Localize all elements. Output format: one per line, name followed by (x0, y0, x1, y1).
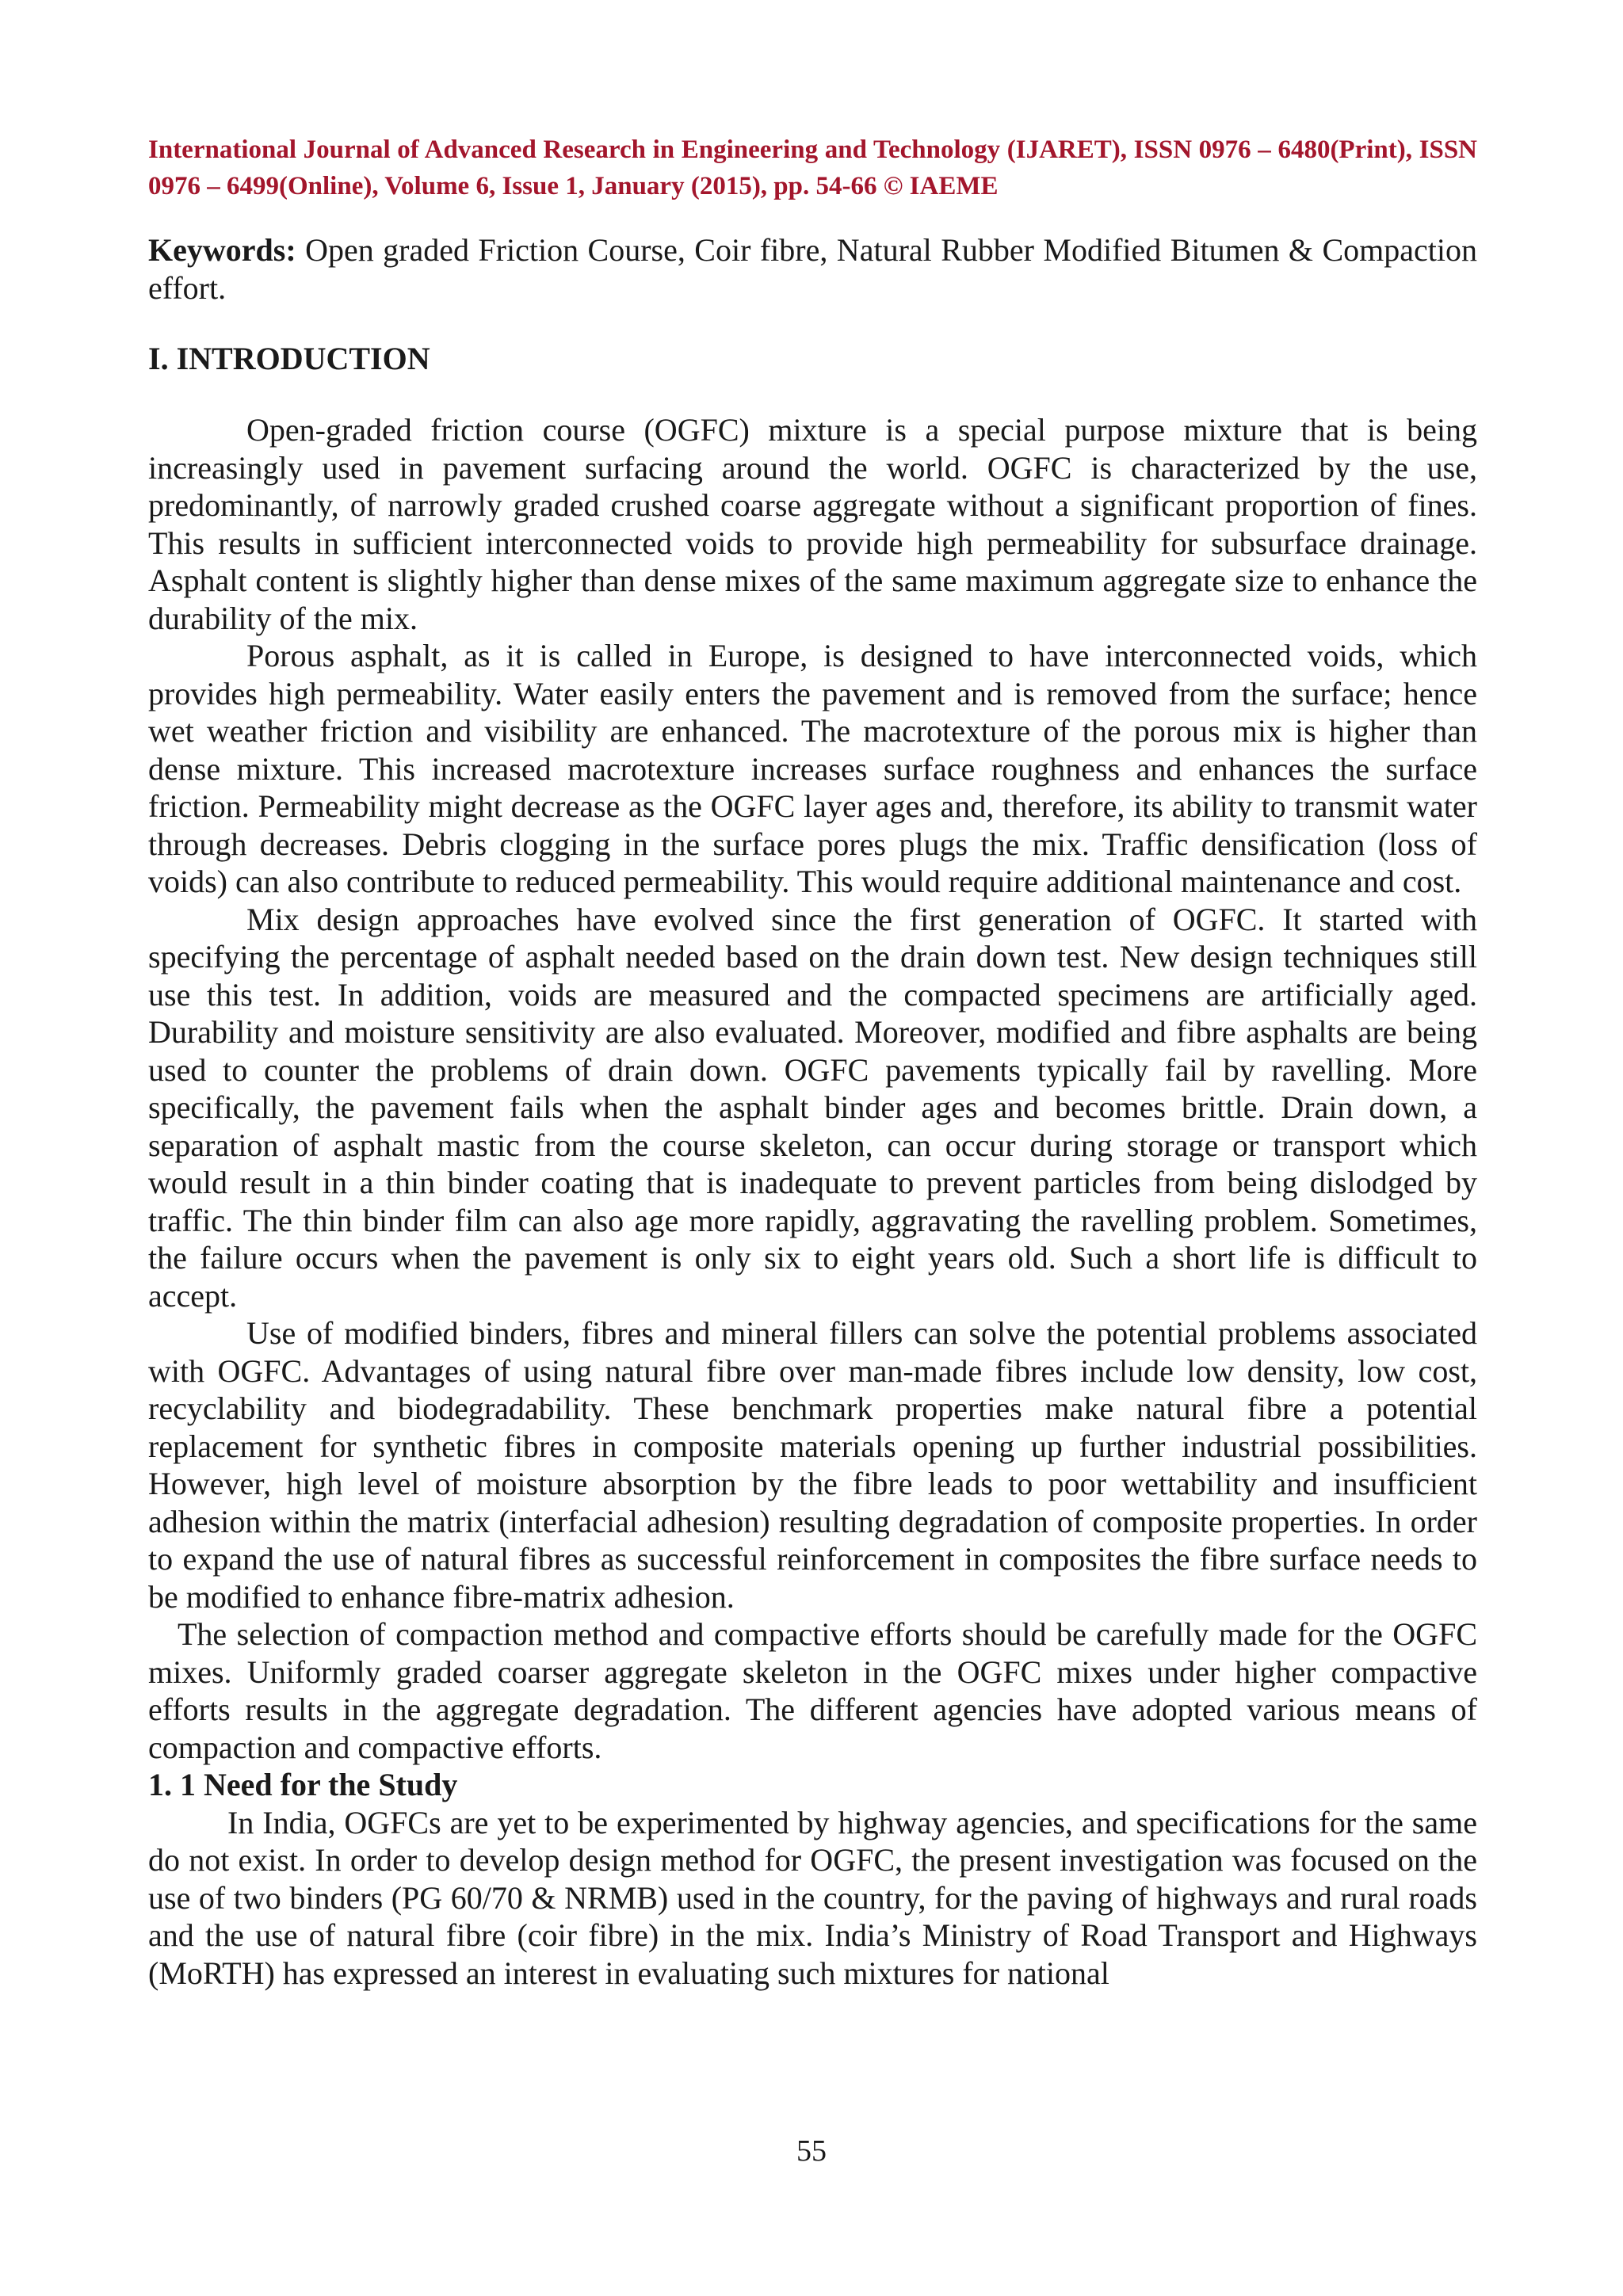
keywords-text: Open graded Friction Course, Coir fibre, Natural Rubber Modified Bitumen & Compaction effort. (148, 232, 1477, 306)
introduction-heading: I. INTRODUCTION (148, 341, 430, 376)
journal-citation-header: International Journal of Advanced Research in Engineering and Technology (IJARET), ISSN 0976 – 6480(Print), ISSN 0976 – 6499(Online), Volume 6, Issue 1, January (2015), pp. 54-66 © IAEME (148, 135, 1477, 200)
need-for-study-paragraph: In India, OGFCs are yet to be experimented by highway agencies, and specifications for the same do not exist. In order to develop design method for OGFC, the present investigation was focused on the use of two binders (PG 60/70 & NRMB) used in the country, for the paving of highways and rural roads and the use of natural fibre (coir fibre) in the mix. India’s Ministry of Road Transport and Highways (MoRTH) has expressed an interest in evaluating such mixtures for national (148, 1804, 1477, 1991)
intro-paragraph-1: Open-graded friction course (OGFC) mixture is a special purpose mixture that is being increasingly used in pavement surfacing around the world. OGFC is characterized by the use, predominantly, of narrowly graded crushed coarse aggregate without a significant proportion of fines. This results in sufficient interconnected voids to provide high permeability for subsurface drainage. Asphalt content is slightly higher than dense mixes of the same maximum aggregate size to enhance the durability of the mix. (148, 412, 1477, 636)
page-number: 55 (796, 2134, 827, 2168)
intro-paragraph-4: Use of modified binders, fibres and mineral fillers can solve the potential problems associated with OGFC. Advantages of using natural fibre over man-made fibres include low density, low cost, recyclability and biodegradability. These benchmark properties make natural fibre a potential replacement for synthetic fibres in composite materials opening up further industrial possibilities. However, high level of moisture absorption by the fibre leads to poor wettability and insufficient adhesion within the matrix (interfacial adhesion) resulting degradation of composite properties. In order to expand the use of natural fibres as successful reinforcement in composites the fibre surface needs to be modified to enhance fibre-matrix adhesion. (148, 1315, 1477, 1615)
intro-paragraph-5: The selection of compaction method and compactive efforts should be carefully made for the OGFC mixes. Uniformly graded coarser aggregate skeleton in the OGFC mixes under higher compactive efforts results in the aggregate degradation. The different agencies have adopted various means of compaction and compactive efforts. (148, 1616, 1477, 1765)
keywords-label: Keywords: (148, 232, 296, 268)
intro-paragraph-2: Porous asphalt, as it is called in Europe, is designed to have interconnected voids, which provides high permeability. Water easily enters the pavement and is removed from the surface; hence wet weather friction and visibility are enhanced. The macrotexture of the porous mix is higher than dense mixture. This increased macrotexture increases surface roughness and enhances the surface friction. Permeability might decrease as the OGFC layer ages and, therefore, its ability to transmit water through decreases. Debris clogging in the surface pores plugs the mix. Traffic densification (loss of voids) can also contribute to reduced permeability. This would require additional maintenance and cost. (148, 638, 1477, 899)
keywords-line (148, 231, 1477, 307)
intro-paragraph-3: Mix design approaches have evolved since the first generation of OGFC. It started with specifying the percentage of asphalt needed based on the drain down test. New design techniques still use this test. In addition, voids are measured and the compacted specimens are artificially aged. Durability and moisture sensitivity are also evaluated. Moreover, modified and fibre asphalts are being used to counter the problems of drain down. OGFC pavements typically fail by ravelling. More specifically, the pavement fails when the asphalt binder ages and becomes brittle. Drain down, a separation of asphalt mastic from the course skeleton, can occur during storage or transport which would result in a thin binder coating that is inadequate to prevent particles from being dislodged by traffic. The thin binder film can also age more rapidly, aggravating the ravelling problem. Sometimes, the failure occurs when the pavement is only six to eight years old. Such a short life is difficult to accept. (148, 901, 1477, 1314)
need-for-study-heading: 1. 1 Need for the Study (148, 1767, 458, 1802)
page-content (148, 132, 1477, 1992)
